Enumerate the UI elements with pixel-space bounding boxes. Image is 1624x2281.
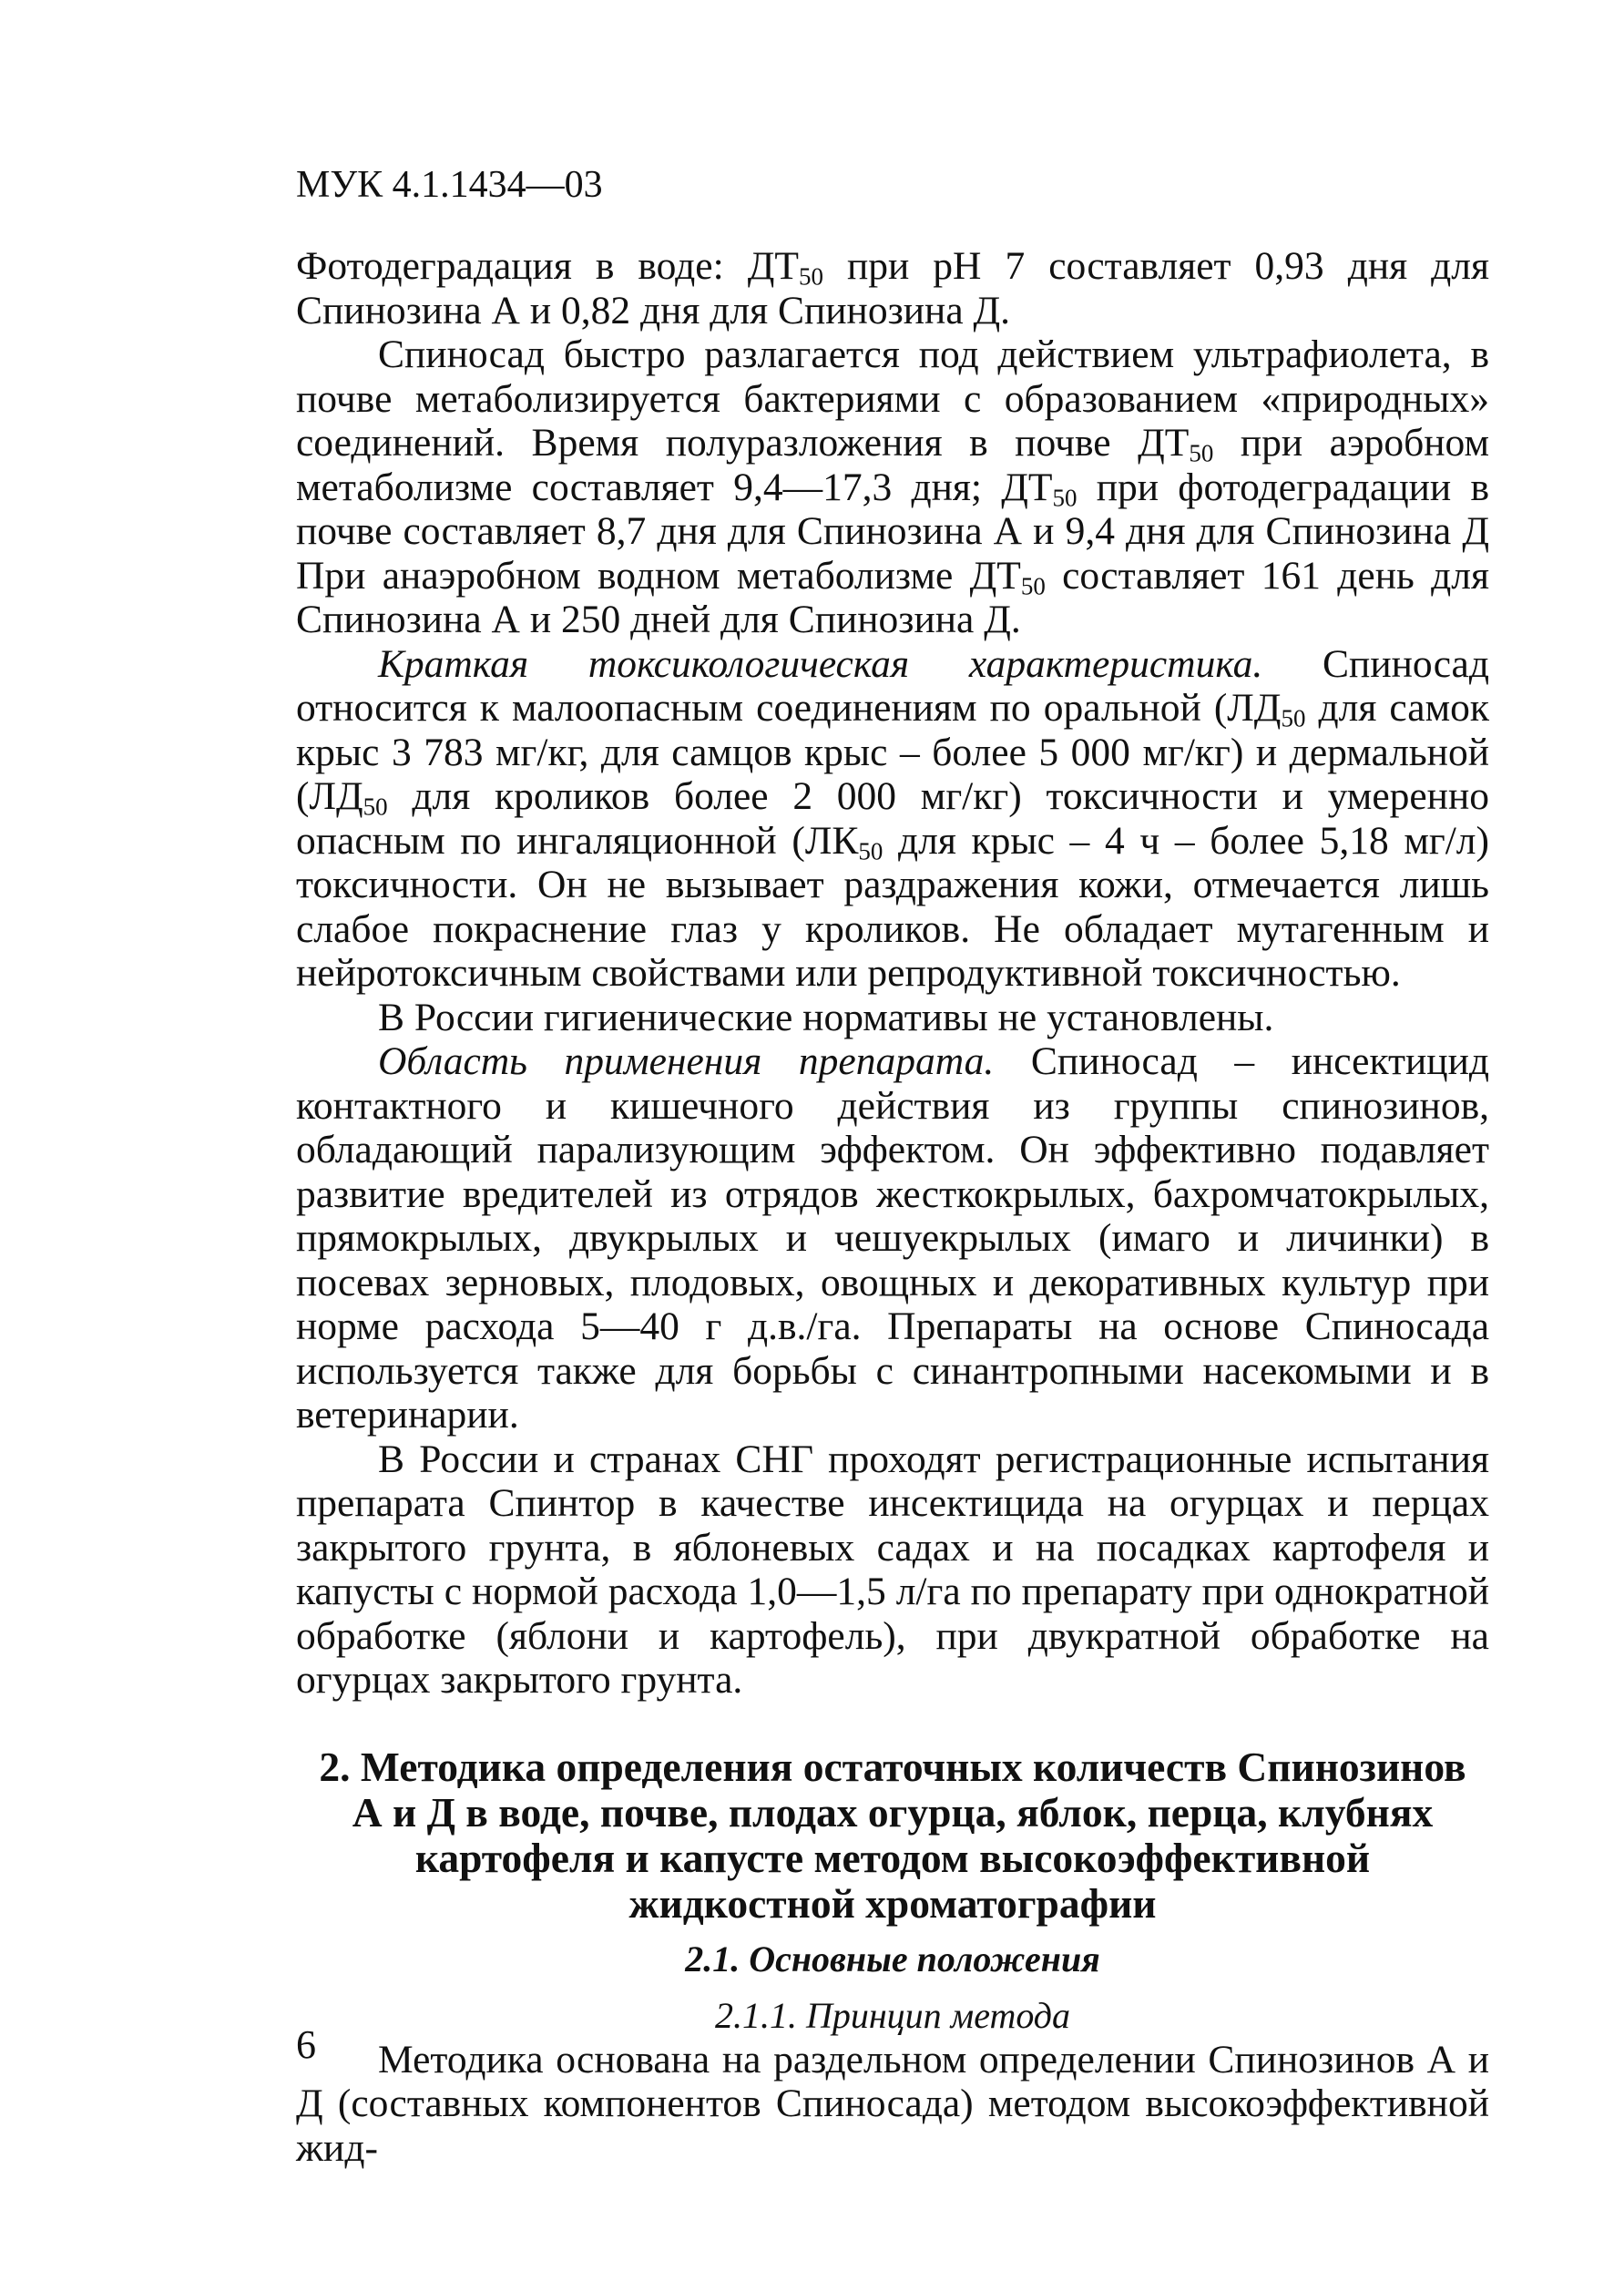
subscript-50: 50 bbox=[798, 262, 823, 291]
paragraph-degradation bbox=[296, 332, 1489, 642]
paragraph-photodegradation bbox=[296, 244, 1489, 332]
subscript-50: 50 bbox=[1052, 484, 1078, 512]
text-run: для крыс – 4 ч – более 5,18 мг/л) токсичности. Он не вызывает раздражения кожи, отмечается лишь слабое покраснение глаз у кроликов. Не обладает мутагенным и нейротоксичным свойствами или репродуктивной токсичностью. bbox=[296, 818, 1489, 995]
paragraph-toxicology bbox=[296, 642, 1489, 996]
text-run: составляет 161 день для Спинозина А и 250 дней для Спинозина Д. bbox=[296, 553, 1490, 641]
text-run: Спиносад – инсектицид контактного и кишечного действия из группы спинозинов, обладающий парализующим эффектом. Он эффективно подавляет развитие вредителей из отрядов жесткокрылых, бахромчатокрылых, прямокрылых, двукрылых и чешуекрылых (имаго и личинки) в посевах зерновых, плодовых, овощных и декоративных культур при норме расхода 5—40 г д.в./га. Препараты на основе Спиносада используется также для борьбы с синантропными насекомыми и в ветеринарии. bbox=[296, 1039, 1489, 1437]
text-run: при фотодеградации в почве составляет 8,7 дня для Спинозина А и 9,4 дня для Спинозина Д При анаэробном водном метаболизме ДТ bbox=[296, 465, 1489, 598]
text-run: Спиносад быстро разлагается под действием ультрафиолета, в почве метаболизируется бактериями с образованием «природных» соединений. Время полуразложения в почве ДТ bbox=[296, 332, 1489, 465]
text-run: при аэробном метаболизме составляет 9,4—17,3 дня; ДТ bbox=[296, 421, 1489, 509]
subscript-50: 50 bbox=[1020, 572, 1046, 600]
document-body bbox=[296, 244, 1489, 2170]
subscript-50: 50 bbox=[363, 793, 388, 821]
subscript-50: 50 bbox=[858, 837, 883, 865]
section-title-line: картофеля и капусте методом высокоэффективной bbox=[414, 1834, 1371, 1881]
italic-lead: Область применения препарата. bbox=[378, 1039, 995, 1083]
text-run: при рН 7 составляет 0,93 дня для Спинозина А и 0,82 дня для Спинозина Д. bbox=[296, 244, 1489, 332]
page-number: 6 bbox=[296, 2022, 316, 2067]
section-title-line: А и Д в воде, почве, плодах огурца, яблок, перца, клубнях bbox=[352, 1788, 1434, 1836]
subsection-title: 2.1. Основные положения bbox=[685, 1938, 1100, 1979]
section-title-line: жидкостной хроматографии bbox=[628, 1879, 1157, 1927]
subscript-50: 50 bbox=[1281, 704, 1306, 732]
subscript-50: 50 bbox=[1189, 439, 1214, 467]
section-title bbox=[296, 1744, 1489, 1927]
document-header: МУК 4.1.1434—03 bbox=[296, 164, 603, 206]
subsubsection-title: 2.1.1. Принцип метода bbox=[714, 1994, 1071, 2036]
paragraph-registration: В России и странах СНГ проходят регистрационные испытания препарата Спинтор в качестве инсектицида на огурцах и перцах закрытого грунта, в яблоневых садах и на посадках картофеля и капусты с нормой расхода 1,0—1,5 л/га по препарату при однократной обработке (яблони и картофель), при двукратной обработке на огурцах закрытого грунта. bbox=[296, 1437, 1489, 1702]
text-run: Спиносад относится к малоопасным соединениям по оральной (ЛД bbox=[296, 641, 1489, 730]
section-title-line: 2. Методика определения остаточных количеств Спинозинов bbox=[319, 1743, 1466, 1790]
text-run: для самок крыс 3 783 мг/кг, для самцов крыс – более 5 000 мг/кг) и дермальной (ЛД bbox=[296, 686, 1489, 818]
paragraph-method: Методика основана на раздельном определении Спинозинов А и Д (составных компонентов Спиносада) методом высокоэффективной жид- bbox=[296, 2037, 1489, 2170]
paragraph-application bbox=[296, 1039, 1489, 1437]
paragraph-norms: В России гигиенические нормативы не установлены. bbox=[378, 995, 1274, 1039]
text-run: Фотодеградация в воде: ДТ bbox=[296, 244, 799, 288]
italic-lead: Краткая токсикологическая характеристика. bbox=[378, 641, 1263, 686]
text-run: для кроликов более 2 000 мг/кг) токсичности и умеренно опасным по ингаляционной (ЛК bbox=[296, 774, 1489, 863]
